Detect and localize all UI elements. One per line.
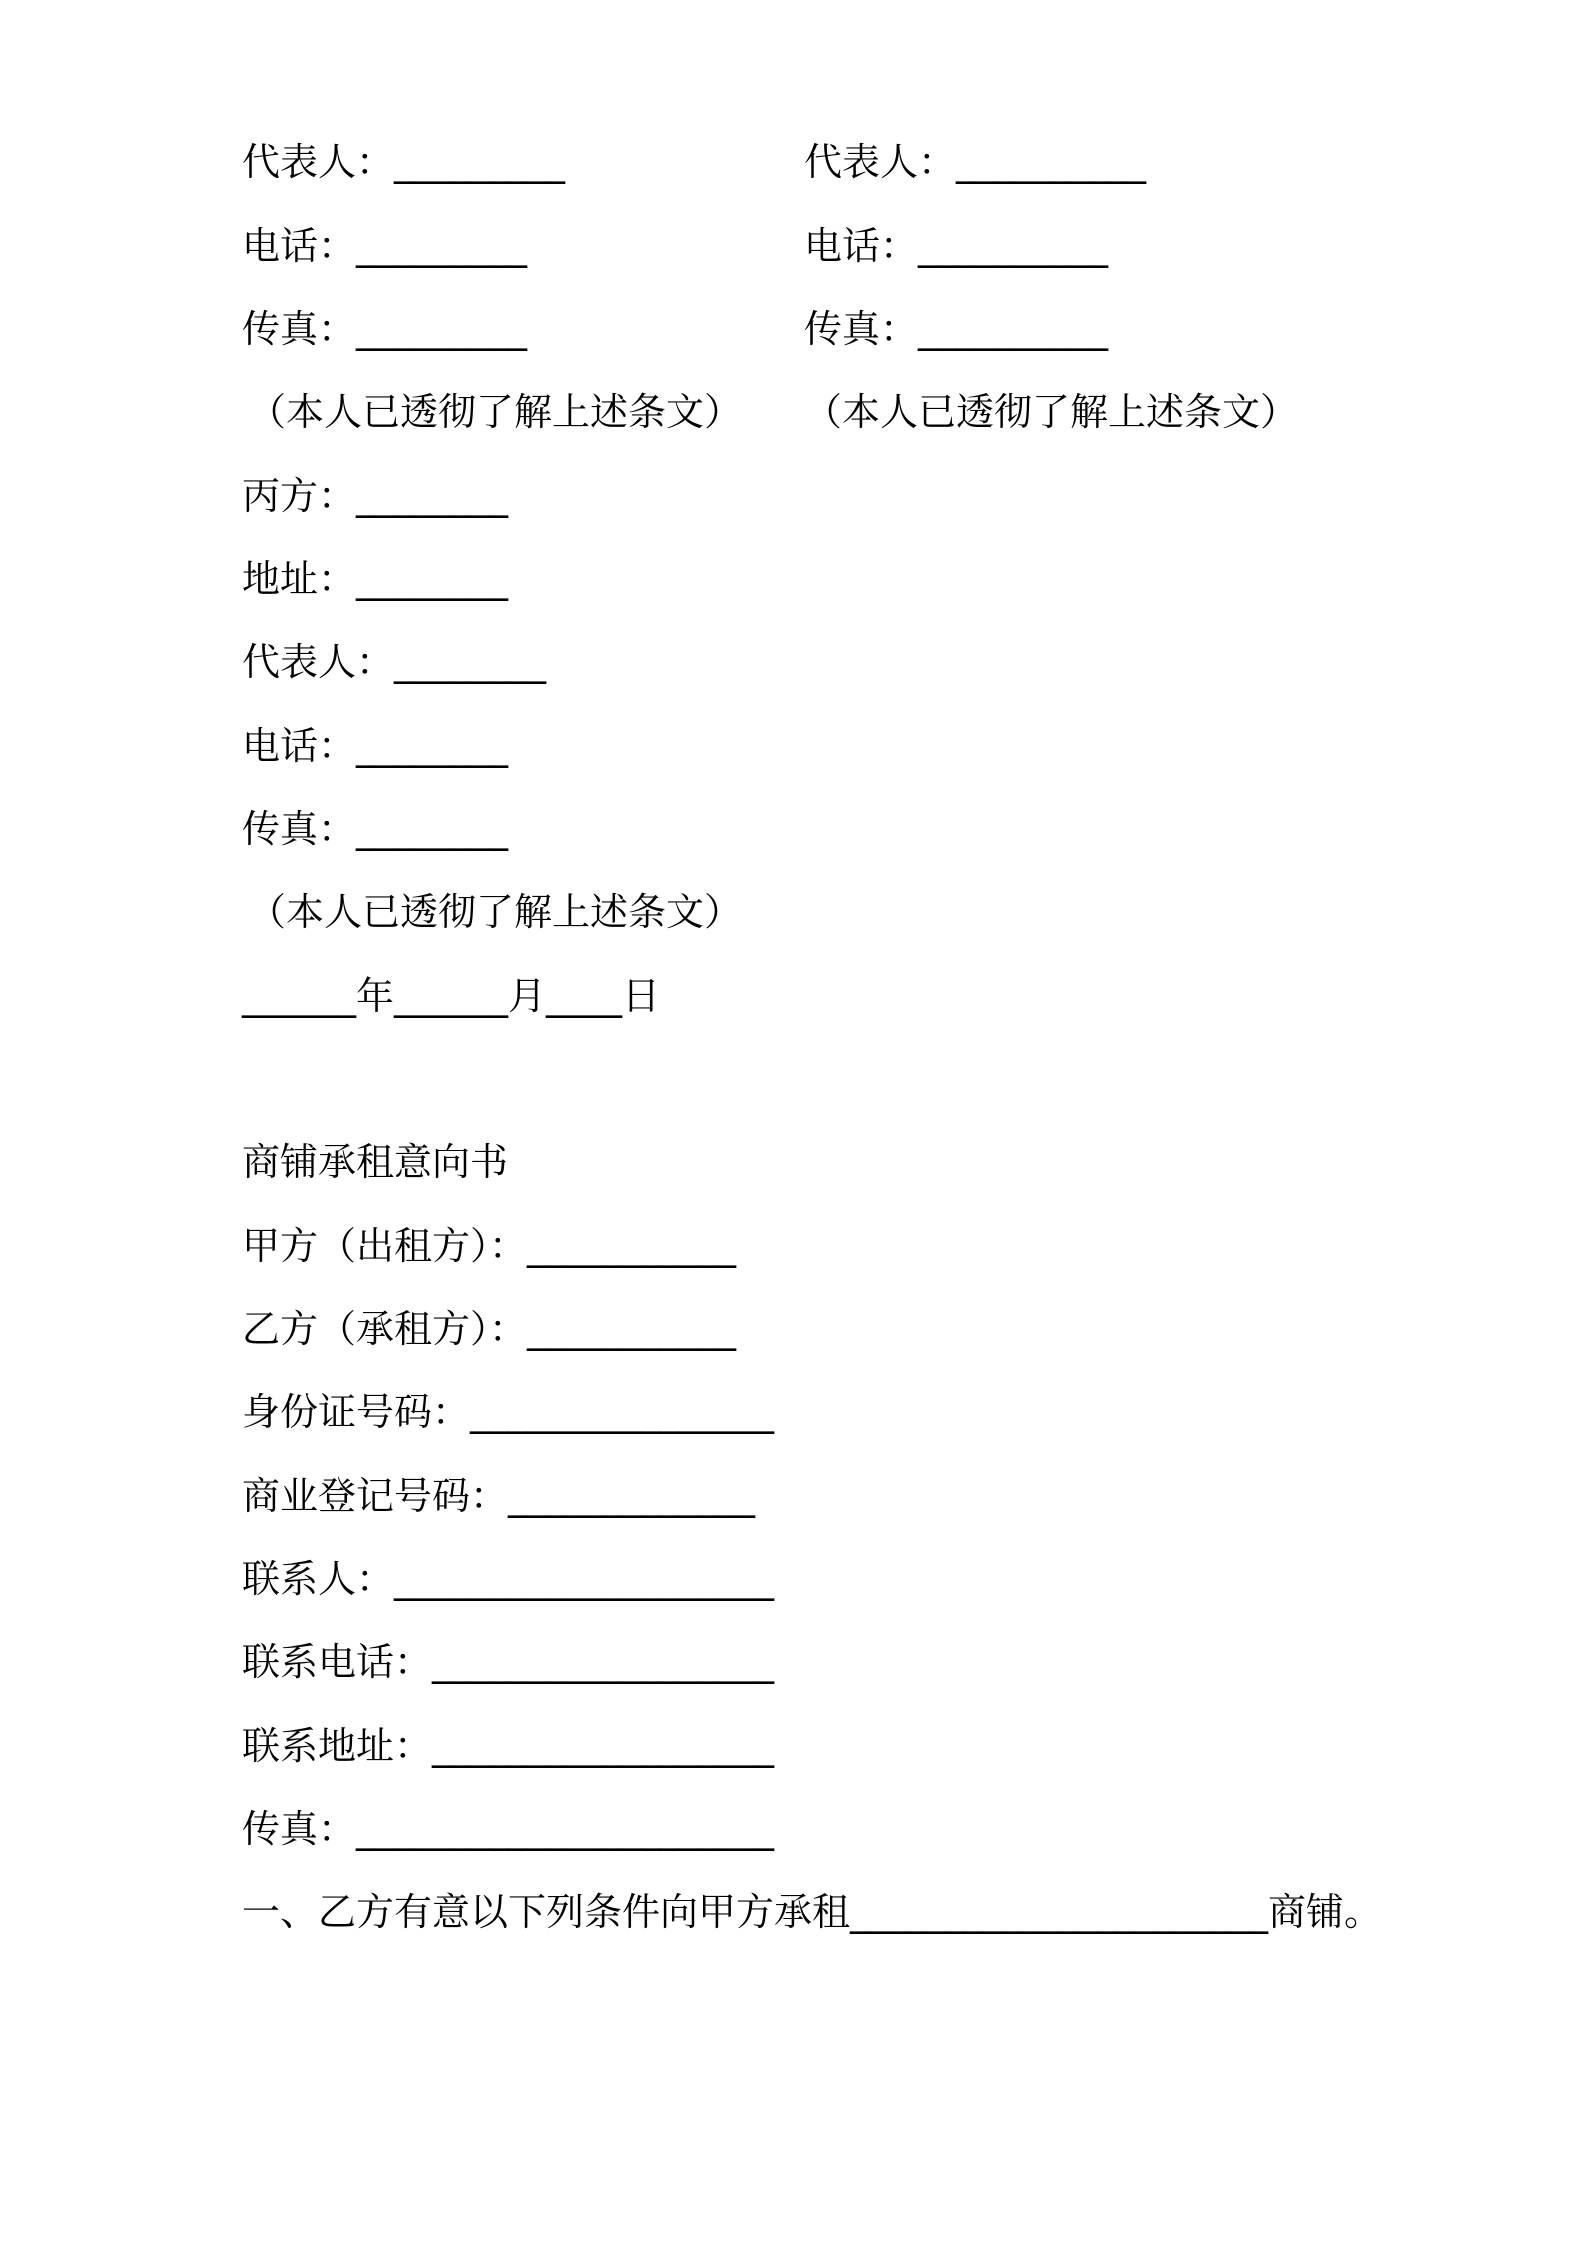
party-b-phone: 电话：__________ [804, 224, 1109, 268]
party-c-representative: 代表人：________ [242, 640, 547, 684]
contact-person-field: 联系人：____________________ [242, 1557, 775, 1601]
party-b-representative: 代表人：__________ [804, 140, 1147, 184]
id-number-field: 身份证号码：________________ [242, 1390, 775, 1434]
party-a-phone: 电话：_________ [242, 224, 528, 268]
party-a-fax: 传真：_________ [242, 307, 528, 351]
party-c-acknowledgement: （本人已透彻了解上述条文） [248, 890, 743, 934]
fax-field: 传真：______________________ [242, 1807, 775, 1851]
signing-date: ______年______月____日 [242, 974, 661, 1018]
party-c-fax: 传真：________ [242, 807, 509, 851]
party-c-name: 丙方：________ [242, 474, 509, 518]
party-b-fax: 传真：__________ [804, 307, 1109, 351]
clause-1: 一、乙方有意以下列条件向甲方承租______________________商铺。 [242, 1890, 1383, 1934]
document-title: 商铺承租意向书 [242, 1140, 509, 1184]
party-c-address: 地址：________ [242, 557, 509, 601]
lessor-field: 甲方（出租方）：___________ [242, 1224, 737, 1268]
business-reg-field: 商业登记号码：_____________ [242, 1474, 756, 1518]
party-c-phone: 电话：________ [242, 724, 509, 768]
party-a-acknowledgement: （本人已透彻了解上述条文） [248, 390, 743, 434]
contact-phone-field: 联系电话：__________________ [242, 1640, 775, 1684]
party-a-representative: 代表人：_________ [242, 140, 566, 184]
lessee-field: 乙方（承租方）：___________ [242, 1307, 737, 1351]
contact-address-field: 联系地址：__________________ [242, 1724, 775, 1768]
party-b-acknowledgement: （本人已透彻了解上述条文） [804, 390, 1299, 434]
